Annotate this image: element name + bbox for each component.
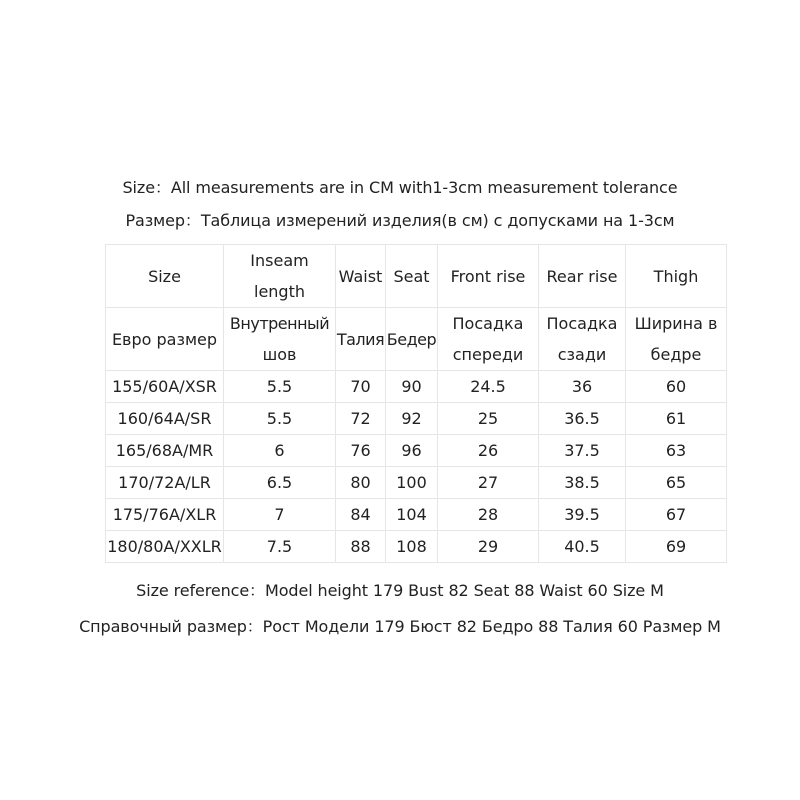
table-cell: 165/68A/MR <box>106 435 224 467</box>
table-cell: 6 <box>224 435 336 467</box>
table-cell: 37.5 <box>539 435 626 467</box>
table-cell: 170/72A/LR <box>106 467 224 499</box>
table-cell: 63 <box>626 435 727 467</box>
table-cell: 96 <box>386 435 438 467</box>
header-cell <box>224 308 336 371</box>
header-cell <box>438 308 539 371</box>
table-cell: 160/64A/SR <box>106 403 224 435</box>
header-row-russian <box>106 308 727 371</box>
size-reference-english: Size reference：Model height 179 Bust 82 Seat 88 Waist 60 Size M <box>136 581 664 600</box>
size-chart-table <box>105 244 727 563</box>
table-cell: 61 <box>626 403 727 435</box>
table-row <box>106 435 727 467</box>
table-cell: 70 <box>336 371 386 403</box>
header-text: Inseam <box>250 251 309 270</box>
table-cell: 88 <box>336 531 386 563</box>
table-cell: 67 <box>626 499 727 531</box>
table-cell: 84 <box>336 499 386 531</box>
table-cell: 90 <box>386 371 438 403</box>
header-cell <box>386 308 438 371</box>
header-text: Waist <box>338 266 383 286</box>
header-cell <box>626 308 727 371</box>
table-row <box>106 371 727 403</box>
table-cell: 7 <box>224 499 336 531</box>
table-cell: 72 <box>336 403 386 435</box>
table-cell: 25 <box>438 403 539 435</box>
header-text: Seat <box>393 266 430 286</box>
header-text: Thigh <box>653 266 699 286</box>
table-cell: 27 <box>438 467 539 499</box>
header-cell <box>106 308 224 371</box>
table-cell: 92 <box>386 403 438 435</box>
header-cell <box>106 245 224 308</box>
header-text: length <box>254 282 305 301</box>
measurement-note-english: Size：All measurements are in CM with1-3cm measurement tolerance <box>122 178 678 197</box>
table-cell: 155/60A/XSR <box>106 371 224 403</box>
header-text: Rear rise <box>546 266 618 286</box>
header-text: Ширина в <box>634 314 718 333</box>
header-cell <box>539 245 626 308</box>
header-text: Бедер <box>386 329 437 349</box>
table-cell: 175/76A/XLR <box>106 499 224 531</box>
table-cell: 69 <box>626 531 727 563</box>
header-cell <box>224 245 336 308</box>
table-cell: 29 <box>438 531 539 563</box>
header-text: бедре <box>650 345 702 364</box>
table-cell: 39.5 <box>539 499 626 531</box>
table-cell: 80 <box>336 467 386 499</box>
header-text: Талия <box>336 329 385 349</box>
header-cell <box>539 308 626 371</box>
header-text: Евро размер <box>111 329 218 349</box>
table-cell: 180/80A/XXLR <box>106 531 224 563</box>
table-cell: 5.5 <box>224 371 336 403</box>
header-text: Посадка <box>452 314 524 333</box>
header-text: Внутренный <box>229 314 330 333</box>
table-row <box>106 467 727 499</box>
header-cell <box>626 245 727 308</box>
table-row <box>106 403 727 435</box>
header-text: сзади <box>557 345 607 364</box>
table-cell: 100 <box>386 467 438 499</box>
header-text: Посадка <box>546 314 618 333</box>
table-cell: 7.5 <box>224 531 336 563</box>
table-cell: 36.5 <box>539 403 626 435</box>
table-cell: 28 <box>438 499 539 531</box>
size-reference-russian: Справочный размер：Рост Модели 179 Бюст 82 Бедро 88 Талия 60 Размер M <box>79 617 721 636</box>
table-cell: 60 <box>626 371 727 403</box>
header-cell <box>336 308 386 371</box>
header-row-english <box>106 245 727 308</box>
table-cell: 5.5 <box>224 403 336 435</box>
table-cell: 6.5 <box>224 467 336 499</box>
table-cell: 38.5 <box>539 467 626 499</box>
table-cell: 108 <box>386 531 438 563</box>
header-cell <box>336 245 386 308</box>
table-cell: 76 <box>336 435 386 467</box>
measurement-note-russian: Размер：Таблица измерений изделия(в см) с допусками на 1-3см <box>125 211 675 230</box>
table-cell: 65 <box>626 467 727 499</box>
header-cell <box>438 245 539 308</box>
header-cell <box>386 245 438 308</box>
table-row <box>106 531 727 563</box>
table-cell: 26 <box>438 435 539 467</box>
table-cell: 36 <box>539 371 626 403</box>
table-row <box>106 499 727 531</box>
table-cell: 104 <box>386 499 438 531</box>
header-text: Size <box>148 266 181 286</box>
header-text: спереди <box>452 345 524 364</box>
table-cell: 40.5 <box>539 531 626 563</box>
table-cell: 24.5 <box>438 371 539 403</box>
header-text: шов <box>262 345 297 364</box>
header-text: Front rise <box>450 266 526 286</box>
